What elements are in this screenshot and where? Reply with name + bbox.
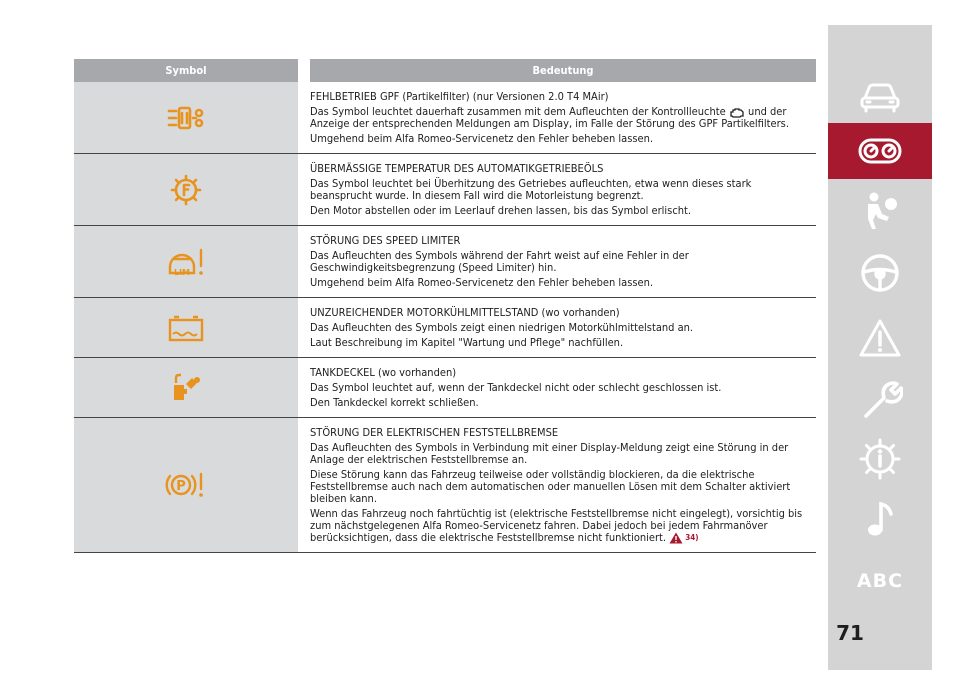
fuel-cap-icon: [168, 371, 204, 405]
row-paragraph: Umgehend beim Alfa Romeo-Servicenetz den Fehler beheben lassen.: [310, 276, 654, 289]
table-row: [74, 226, 816, 298]
meaning-cell: [310, 298, 816, 358]
instrument-panel-icon: [857, 128, 903, 174]
parking-brake-label: P: [176, 479, 186, 494]
meaning-cell: [310, 154, 816, 226]
sidebar-item-technical-data[interactable]: [828, 431, 932, 487]
table-row: [74, 418, 816, 553]
row-paragraph: Das Aufleuchten des Symbols zeigt einen niedrigen Motorkühlmittelstand an.: [310, 321, 694, 334]
gearbox-temperature-icon: [169, 173, 203, 207]
meaning-cell: [310, 418, 816, 553]
warning-reference[interactable]: 34): [685, 533, 699, 542]
coolant-level-icon: [167, 313, 205, 343]
engine-check-icon: [729, 107, 745, 118]
music-note-icon: [857, 496, 903, 542]
row-paragraph: und der Anzeige der entsprechenden Meldungen am Display, im Falle der Störung des GPF Partikelfilters.: [310, 105, 789, 130]
abc-index-icon: ABC: [856, 570, 904, 592]
row-paragraph: Umgehend beim Alfa Romeo-Servicenetz den Fehler beheben lassen.: [310, 132, 654, 145]
symbol-cell: [74, 298, 298, 358]
row-paragraph: Diese Störung kann das Fahrzeug teilweise oder vollständig blockieren, da die elektrische Feststellbremse auch nach dem automatischen oder manuellen Lösen mit dem Schalter aktiviert bleiben kann.: [310, 468, 791, 505]
symbol-cell: [74, 358, 298, 418]
page-number: 71: [836, 621, 864, 645]
row-title: UNZUREICHENDER MOTORKÜHLMITTELSTAND (wo vorhanden): [310, 306, 620, 319]
sidebar-item-starting-driving[interactable]: [828, 245, 932, 301]
speed-limiter-label: LIM: [173, 267, 191, 277]
sidebar-item-multimedia[interactable]: [828, 491, 932, 547]
airbag-safety-icon: [857, 188, 903, 234]
symbol-cell: [74, 154, 298, 226]
row-paragraph: Das Aufleuchten des Symbols während der Fahrt weist auf eine Fehler in der Geschwindigkeitsbegrenzung (Speed Limiter) hin.: [310, 249, 689, 274]
warning-symbol-table: [74, 59, 816, 553]
warning-triangle-icon: [857, 316, 903, 362]
table-row: [74, 298, 816, 358]
header-meaning: Bedeutung: [310, 59, 816, 82]
symbol-cell: [74, 418, 298, 553]
sidebar-item-emergency[interactable]: [828, 311, 932, 367]
row-paragraph: Das Symbol leuchtet bei Überhitzung des Getriebes aufleuchten, etwa wenn dieses stark beansprucht wurde. In diesem Fall wird die Motorleistung begrenzt.: [310, 177, 752, 202]
meaning-cell: [310, 358, 816, 418]
electric-parking-brake-fault-icon: [165, 468, 207, 502]
table-row: [74, 154, 816, 226]
car-icon: [857, 72, 903, 118]
row-paragraph: Wenn das Fahrzeug noch fahrtüchtig ist (elektrische Feststellbremse nicht eingelegt), vorsichtig bis zum nächstgelegenen Alfa Romeo-Servicenetz fahren. Dabei jedoch bei jedem Fahrmanöver berücksichtigen, dass die elektrische Feststellbremse nicht funktioniert.: [310, 507, 803, 544]
speed-limiter-fault-icon: [165, 245, 207, 279]
table-row: [74, 358, 816, 418]
symbol-cell: [74, 226, 298, 298]
row-title: STÖRUNG DER ELEKTRISCHEN FESTSTELLBREMSE: [310, 426, 559, 439]
gpf-particle-filter-icon: [166, 102, 206, 134]
warning-triangle-icon: [669, 532, 683, 544]
sidebar-item-instrument-panel[interactable]: [828, 123, 932, 179]
wrench-icon: [857, 376, 903, 422]
meaning-cell: [310, 82, 816, 154]
steering-wheel-icon: [857, 250, 903, 296]
symbol-cell: [74, 82, 298, 154]
row-paragraph: Den Tankdeckel korrekt schließen.: [310, 396, 479, 409]
row-paragraph: Den Motor abstellen oder im Leerlauf drehen lassen, bis das Symbol erlischt.: [310, 204, 692, 217]
table-row: [74, 82, 816, 154]
row-paragraph: Das Symbol leuchtet auf, wenn der Tankdeckel nicht oder schlecht geschlossen ist.: [310, 381, 722, 394]
row-title: TANKDECKEL (wo vorhanden): [310, 366, 457, 379]
row-title: ÜBERMÄSSIGE TEMPERATUR DES AUTOMATIKGETRIEBEÖLS: [310, 162, 604, 175]
row-paragraph: Das Aufleuchten des Symbols in Verbindung mit einer Display-Meldung zeigt eine Störung in der Anlage der elektrischen Feststellbremse an.: [310, 441, 789, 466]
technical-data-gear-icon: [857, 436, 903, 482]
sidebar-item-car[interactable]: [828, 67, 932, 123]
row-paragraph: Das Symbol leuchtet dauerhaft zusammen mit dem Aufleuchten der Kontrollleuchte: [310, 105, 726, 118]
chapter-sidebar: [828, 25, 932, 670]
meaning-cell: [310, 226, 816, 298]
header-symbol: Symbol: [74, 59, 298, 82]
sidebar-item-maintenance[interactable]: [828, 371, 932, 427]
row-title: STÖRUNG DES SPEED LIMITER: [310, 234, 461, 247]
sidebar-item-safety[interactable]: [828, 183, 932, 239]
row-title: FEHLBETRIEB GPF (Partikelfilter) (nur Versionen 2.0 T4 MAir): [310, 90, 609, 103]
sidebar-item-index[interactable]: [828, 553, 932, 609]
row-paragraph: Laut Beschreibung im Kapitel "Wartung und Pflege" nachfüllen.: [310, 336, 624, 349]
